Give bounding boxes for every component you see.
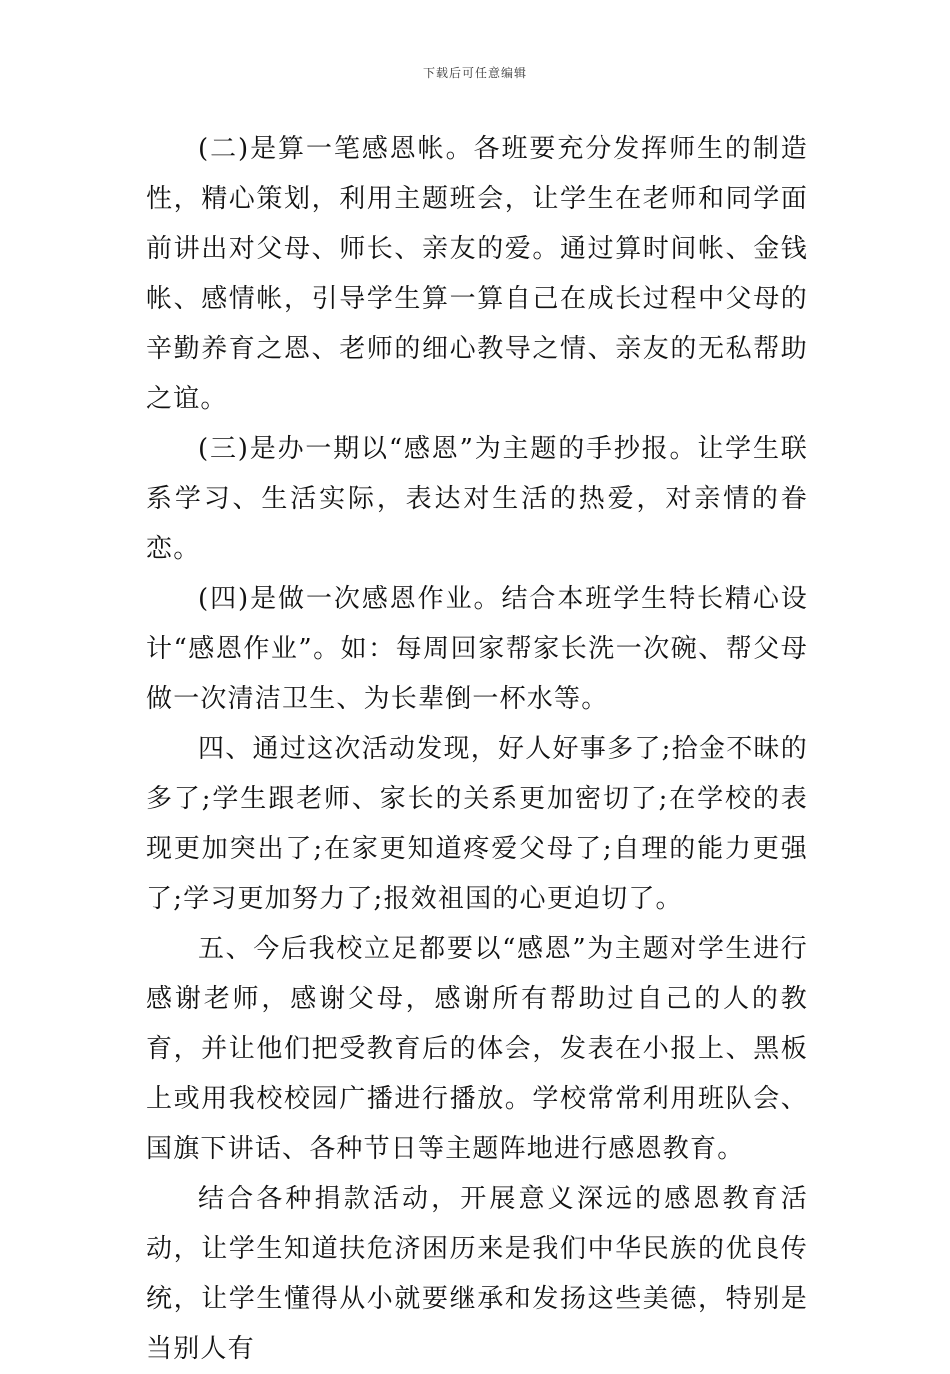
paragraph-section-2: (二)是算一笔感恩帐。各班要充分发挥师生的制造性，精心策划，利用主题班会，让学生在老师和同学面前讲出对父母、师长、亲友的爱。通过算时间帐、金钱帐、感情帐，引导学生算一算自己在成长过程中父母的辛勤养育之恩、老师的细心教导之情、亲友的无私帮助之谊。 bbox=[146, 134, 808, 414]
paragraph-future-plan: 五、今后我校立足都要以“感恩”为主题对学生进行感谢老师，感谢父母，感谢所有帮助过自己的人的教育，并让他们把受教育后的体会，发表在小报上、黑板上或用我校校园广播进行播放。学校常常利用班队会、国旗下讲话、各种节日等主题阵地进行感恩教育。 bbox=[146, 934, 808, 1164]
document-body bbox=[146, 124, 808, 1374]
paragraph-donation-activities: 结合各种捐款活动，开展意义深远的感恩教育活动，让学生知道扶危济困历来是我们中华民族的优良传统，让学生懂得从小就要继承和发扬这些美德，特别是当别人有 bbox=[146, 1184, 808, 1364]
paragraph-section-4: (四)是做一次感恩作业。结合本班学生特长精心设计“感恩作业”。如：每周回家帮家长洗一次碗、帮父母做一次清洁卫生、为长辈倒一杯水等。 bbox=[146, 584, 808, 714]
page-header-note: 下载后可任意编辑 bbox=[422, 66, 527, 80]
paragraph-findings: 四、通过这次活动发现，好人好事多了;拾金不昧的多了;学生跟老师、家长的关系更加密切了;在学校的表现更加突出了;在家更知道疼爱父母了;自理的能力更强了;学习更加努力了;报效祖国的心更迫切了。 bbox=[146, 734, 808, 914]
paragraph-section-3: (三)是办一期以“感恩”为主题的手抄报。让学生联系学习、生活实际，表达对生活的热爱，对亲情的眷恋。 bbox=[146, 434, 808, 564]
